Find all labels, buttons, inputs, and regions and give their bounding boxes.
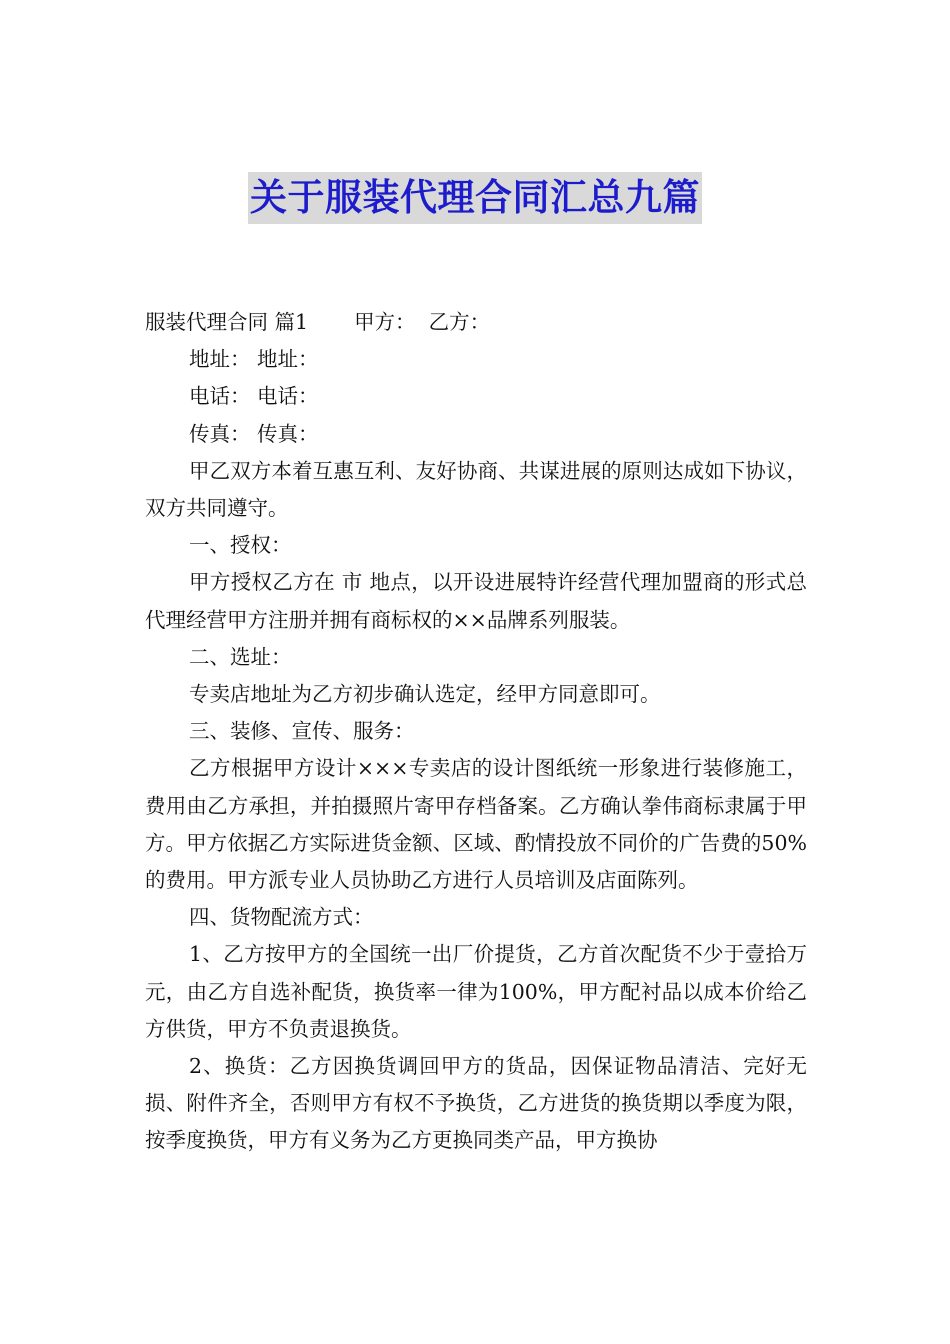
phone-field: 电话： 电话： xyxy=(189,384,319,409)
fax-field: 传真： 传真： xyxy=(189,421,319,446)
intro-paragraph: 甲乙双方本着互惠互利、友好协商、共谋进展的原则达成如下协议，双方共同遵守。 xyxy=(145,458,807,520)
address-field: 地址： 地址： xyxy=(189,347,319,372)
header-line xyxy=(145,304,807,341)
distribution-item-2: 2、换货：乙方因换货调回甲方的货品，因保证物品清洁、完好无损、附件齐全，否则甲方有权不予换货，乙方进货的换货期以季度为限，按季度换货，甲方有义务为乙方更换同类产品，甲方换协 xyxy=(145,1054,807,1153)
party-a-label: 甲方： xyxy=(354,310,416,334)
document-body xyxy=(145,304,807,1160)
section-heading-decoration: 三、装修、宣传、服务： xyxy=(189,719,415,744)
decoration-paragraph: 乙方根据甲方设计×××专卖店的设计图纸统一形象进行装修施工，费用由乙方承担，并拍摄照片寄甲存档备案。乙方确认拳伟商标隶属于甲方。甲方依据乙方实际进货金额、区域、酌情投放不同价的广告费的50%的费用。甲方派专业人员协助乙方进行人员培训及店面陈列。 xyxy=(145,756,807,892)
location-paragraph: 专卖店地址为乙方初步确认选定，经甲方同意即可。 xyxy=(189,681,661,706)
party-b-label: 乙方： xyxy=(428,310,491,334)
article-label: 服装代理合同 篇1 xyxy=(145,310,309,334)
distribution-item-1: 1、乙方按甲方的全国统一出厂价提货，乙方首次配货不少于壹拾万元，由乙方自选补配货，换货率一律为100%，甲方配衬品以成本价给乙方供货，甲方不负责退换货。 xyxy=(145,942,807,1041)
section-heading-distribution: 四、货物配流方式： xyxy=(189,905,374,930)
authorization-paragraph: 甲方授权乙方在 市 地点，以开设进展特许经营代理加盟商的形式总代理经营甲方注册并拥有商标权的××品牌系列服装。 xyxy=(145,570,807,632)
document-title: 关于服装代理合同汇总九篇 xyxy=(248,172,702,224)
section-heading-authorization: 一、授权： xyxy=(189,533,292,558)
section-heading-location: 二、选址： xyxy=(189,644,292,669)
title-container xyxy=(0,172,950,224)
